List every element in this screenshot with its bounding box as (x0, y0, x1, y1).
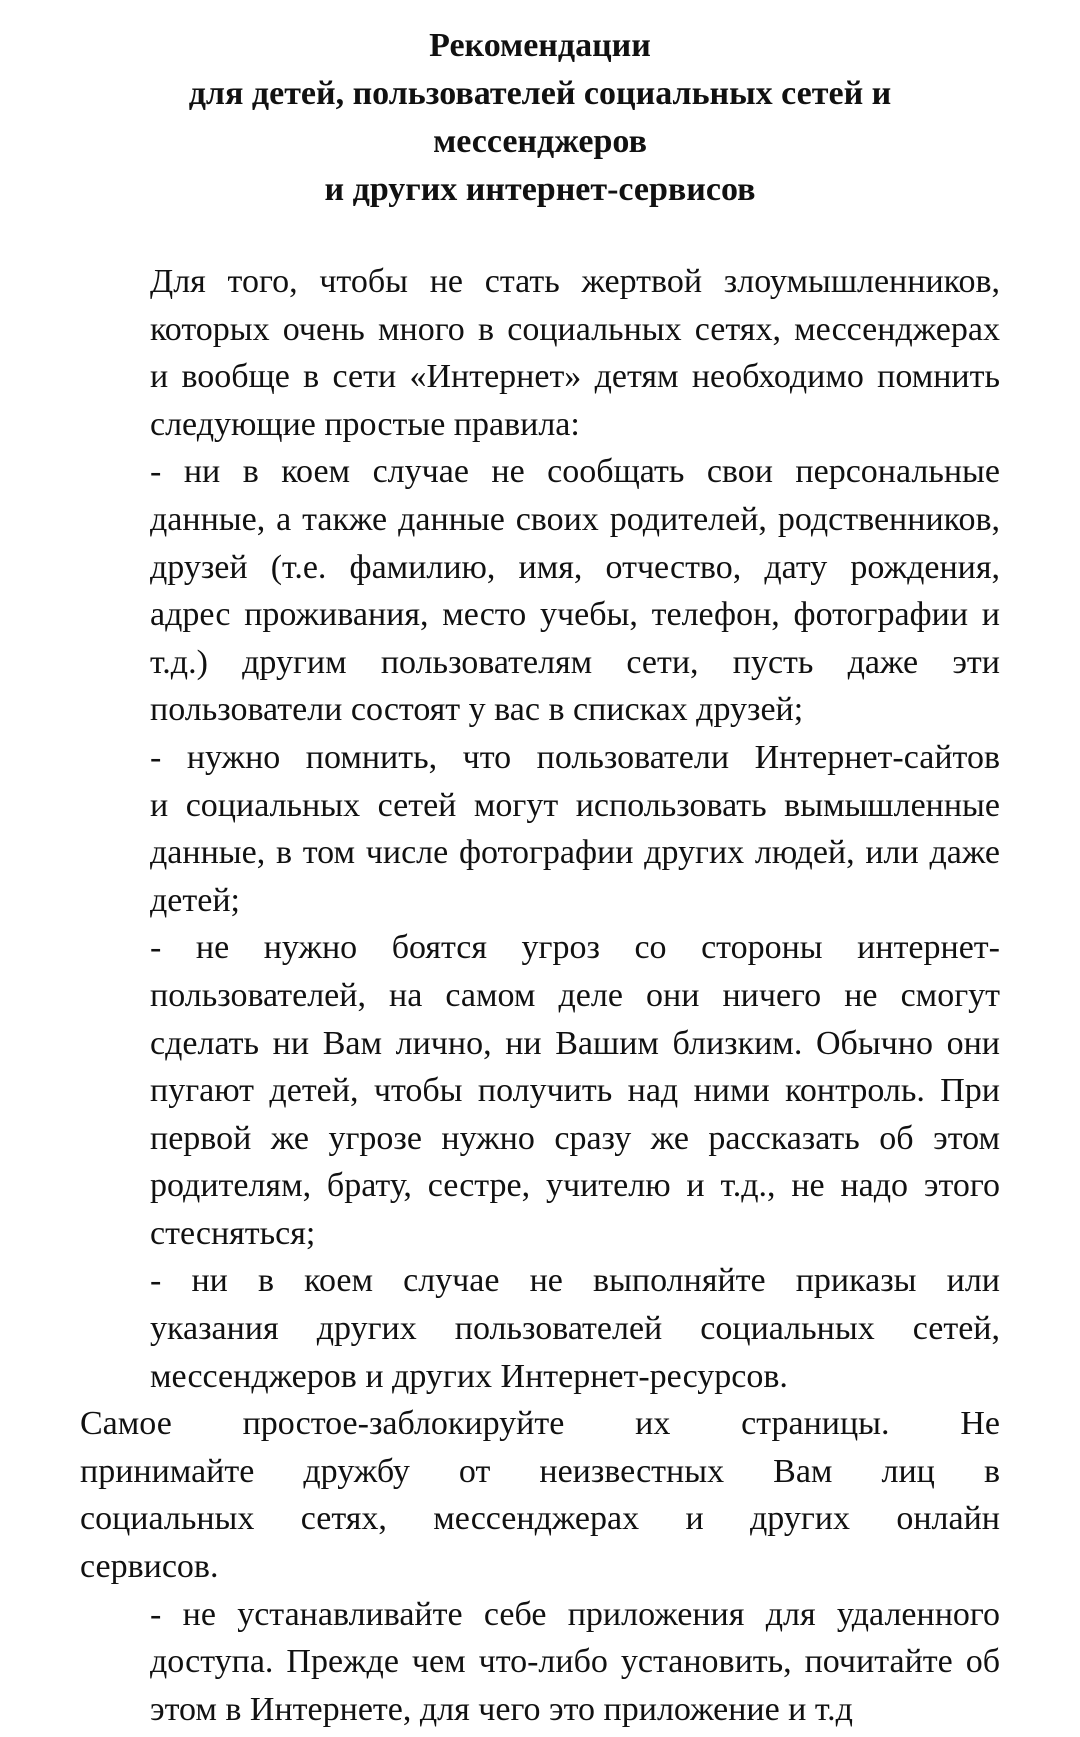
text-line: указания других пользователей социальных сетей, (150, 1310, 1000, 1348)
text-line: этом в Интернете, для чего это приложение и т.д (150, 1690, 853, 1728)
paragraph (80, 1400, 1000, 1590)
document-title (80, 22, 1000, 214)
text-line: сервисов. (80, 1548, 219, 1586)
text-line: пользователи состоят у вас в списках друзей; (150, 691, 804, 729)
text-line: данные, а также данные своих родителей, родственников, (150, 500, 1000, 538)
document-body (80, 258, 1000, 1733)
paragraph (80, 1257, 1000, 1400)
text-line: которых очень много в социальных сетях, мессенджерах (150, 310, 1000, 348)
text-line: данные, в том числе фотографии других людей, или даже (150, 834, 1000, 872)
text-line: пользователей, на самом деле они ничего не смогут (150, 976, 1000, 1014)
text-line: принимайте дружбу от неизвестных Вам лиц в (80, 1452, 1000, 1490)
text-line: первой же угрозе нужно сразу же рассказать об этом (150, 1119, 1000, 1157)
text-line: - ни в коем случае не выполняйте приказы или (150, 1262, 1000, 1300)
text-line: доступа. Прежде чем что-либо установить, почитайте об (150, 1643, 1000, 1681)
text-line: мессенджеров и других Интернет-ресурсов. (150, 1357, 788, 1395)
text-line: - ни в коем случае не сообщать свои персональные (150, 453, 1000, 491)
text-line: и вообще в сети «Интернет» детям необходимо помнить (150, 358, 1000, 396)
title-line: для детей, пользователей социальных сетей и (188, 75, 892, 112)
text-line: родителям, брату, сестре, учителю и т.д., не надо этого (150, 1167, 1000, 1205)
text-line: детей; (150, 881, 240, 919)
text-line: друзей (т.е. фамилию, имя, отчество, дату рождения, (150, 548, 1000, 586)
text-line: Самое простое-заблокируйте их страницы. Не (80, 1405, 1000, 1443)
title-line: и других интернет-сервисов (324, 171, 756, 208)
paragraph (80, 734, 1000, 924)
paragraph (80, 924, 1000, 1257)
text-line: Для того, чтобы не стать жертвой злоумышленников, (150, 263, 1000, 300)
paragraph (80, 1591, 1000, 1734)
text-line: т.д.) другим пользователям сети, пусть даже эти (150, 643, 1000, 681)
text-line: адрес проживания, место учебы, телефон, фотографии и (150, 596, 1000, 634)
text-line: и социальных сетей могут использовать вымышленные (150, 786, 1000, 824)
text-line: сделать ни Вам лично, ни Вашим близким. Обычно они (150, 1024, 1000, 1062)
text-line: стесняться; (150, 1214, 316, 1252)
text-line: - нужно помнить, что пользователи Интернет-сайтов (150, 738, 1000, 776)
paragraph (80, 448, 1000, 734)
title-line: мессенджеров (433, 123, 647, 160)
text-line: - не нужно боятся угроз со стороны интернет- (150, 929, 1000, 967)
text-line: пугают детей, чтобы получить над ними контроль. При (150, 1072, 1000, 1110)
title-line: Рекомендации (429, 27, 651, 64)
text-line: следующие простые правила: (150, 405, 580, 443)
text-line: социальных сетях, мессенджерах и других онлайн (80, 1500, 1000, 1538)
text-line: - не устанавливайте себе приложения для удаленного (150, 1595, 1000, 1633)
paragraph (80, 258, 1000, 448)
